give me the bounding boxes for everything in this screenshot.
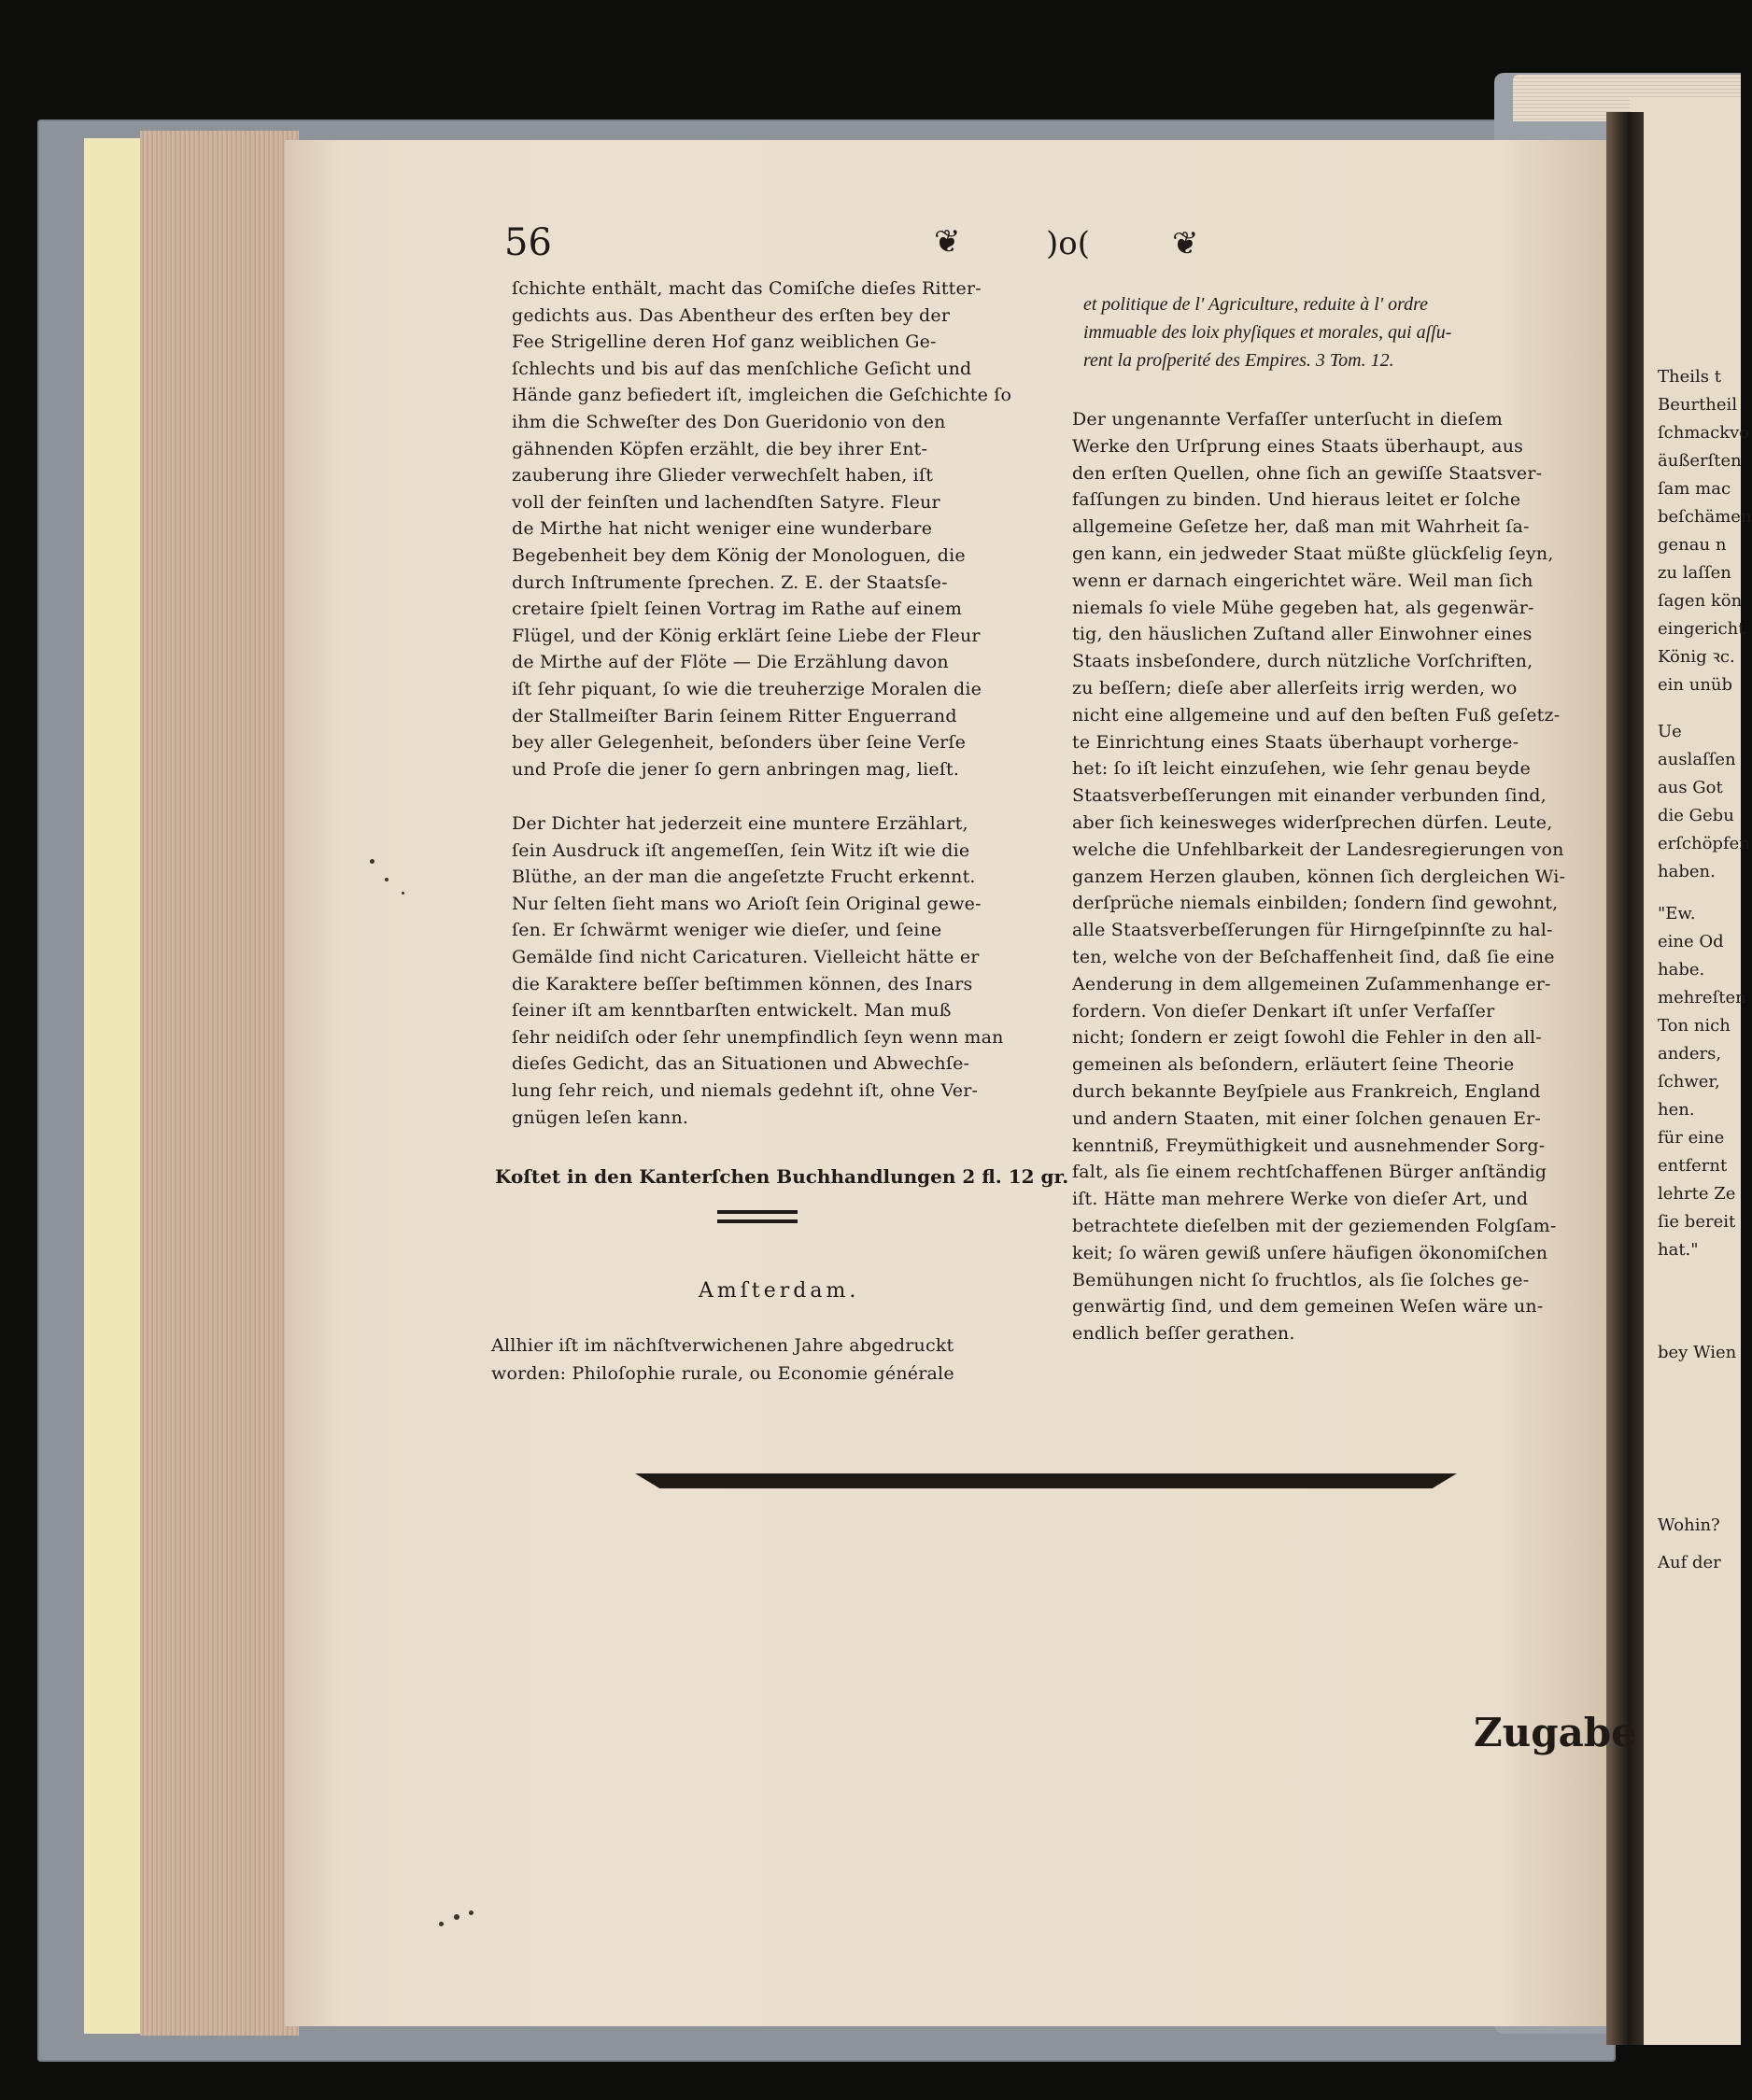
- next-page-fragment: ſchmackvo: [1658, 423, 1750, 443]
- next-page-fragment: mehreſten: [1658, 988, 1746, 1008]
- catchword: Zugabe: [1474, 1710, 1636, 1755]
- text-line: nicht eine allgemeine und auf den beſten Fuß geſetz-: [1072, 704, 1561, 726]
- text-line: kenntniß, Freymüthigkeit und ausnehmender Sorg-: [1072, 1135, 1546, 1156]
- text-line: aber ſich keinesweges widerſprechen dürfen. Leute,: [1072, 812, 1553, 833]
- text-line: gähnenden Köpfen erzählt, die bey ihrer Ent-: [512, 438, 928, 459]
- text-line: Staats insbeſondere, durch nützliche Vorſchriften,: [1072, 651, 1533, 672]
- text-line: ſeiner iſt am kenntbarſten entwickelt. Man muß: [512, 1000, 952, 1022]
- next-page-fragment: ſie bereit: [1658, 1212, 1736, 1232]
- next-page-fragment: erſchöpfen: [1658, 834, 1750, 853]
- text-line: lung ſehr reich, und niemals gedehnt iſt, ohne Ver-: [512, 1080, 979, 1101]
- ink-speck: [385, 878, 389, 881]
- text-line: ganzem Herzen glauben, können ſich dergleichen Wi-: [1072, 866, 1566, 887]
- text-line: cretaire ſpielt ſeinen Vortrag im Rathe auf einem: [512, 599, 963, 620]
- next-page-fragment: hen.: [1658, 1100, 1695, 1120]
- ink-speck: [402, 892, 404, 895]
- text-line: bey aller Gelegenheit, beſonders über ſeine Verſe: [512, 732, 967, 754]
- text-line: Nur ſelten ſieht mans wo Arioſt ſein Original gewe-: [512, 893, 982, 914]
- page-edges: [140, 131, 299, 2036]
- next-page-fragment: Ton nich: [1658, 1016, 1731, 1036]
- ink-speck: [370, 859, 374, 864]
- text-line: te Einrichtung eines Staats überhaupt vorherge-: [1072, 731, 1519, 753]
- text-line: fordern. Von dieſer Denkart iſt unſer Verfaſſer: [1072, 1000, 1495, 1022]
- text-line: nicht; ſondern er zeigt ſowohl die Fehler in den all-: [1072, 1027, 1542, 1049]
- text-line: de Mirthe hat nicht weniger eine wunderbare: [512, 518, 933, 540]
- text-line: keit; ſo wären gewiß unſere häufigen ökonomiſchen: [1072, 1242, 1548, 1263]
- next-page-fragment: genau n: [1658, 535, 1727, 555]
- text-line: derſprüche niemals einbilden; ſondern ſind gewohnt,: [1072, 893, 1559, 914]
- next-page-fragment: bey Wien: [1658, 1343, 1737, 1362]
- next-page-fragment: König ꝛc.: [1658, 647, 1735, 667]
- next-page-fragment: Auf der: [1658, 1553, 1721, 1572]
- text-line: ihm die Schweſter des Don Gueridonio von den: [512, 412, 946, 432]
- text-line: Der Dichter hat jederzeit eine muntere Erzählart,: [512, 813, 968, 834]
- section-rule-bottom: [717, 1219, 798, 1223]
- page-number: 56: [504, 221, 552, 264]
- text-line: betrachtete dieſelben mit der geziemenden Folgſam-: [1072, 1216, 1557, 1236]
- next-page-fragment: lehrte Ze: [1658, 1184, 1736, 1204]
- text-line: der Stallmeiſter Barin ſeinem Ritter Enguerrand: [512, 705, 957, 726]
- next-page-fragment: hat.": [1658, 1240, 1699, 1260]
- text-line: voll der feinſten und lachendſten Satyre. Fleur: [512, 491, 940, 513]
- text-line: zauberung ihre Glieder verwechſelt haben, iſt: [512, 465, 934, 486]
- ink-speck: [454, 1914, 459, 1920]
- text-line: Begebenheit bey dem König der Monologuen, die: [512, 545, 966, 566]
- text-line: zu beſſern; dieſe aber allerſeits irrig werden, wo: [1072, 678, 1518, 698]
- next-page-fragment: eine Od: [1658, 932, 1724, 951]
- next-page-fragment: entfernt: [1658, 1156, 1728, 1176]
- next-page-fragment: aus Got: [1658, 778, 1723, 797]
- next-page-fragment: zu laſſen: [1658, 563, 1731, 583]
- next-page-fragment: "Ew.: [1658, 904, 1696, 923]
- next-page-fragment: beſchämen: [1658, 507, 1752, 527]
- latin-line: immuable des loix phyſiques et morales, qui aſſu-: [1083, 322, 1452, 343]
- text-line: ſein Ausdruck iſt angemeſſen, ſein Witz iſt wie die: [512, 839, 970, 861]
- next-page-fragment: habe.: [1658, 960, 1705, 980]
- text-line: tig, den häuslichen Zuſtand aller Einwohner eines: [1072, 624, 1533, 645]
- ink-speck: [439, 1922, 444, 1926]
- text-line: welche die Unfehlbarkeit der Landesregierungen von: [1072, 839, 1564, 860]
- text-line: Bemühungen nicht ſo fruchtlos, als ſie ſolches ge-: [1072, 1269, 1530, 1290]
- text-line: faſſungen zu binden. Und hieraus leitet er ſolche: [1072, 489, 1521, 511]
- text-line: allgemeine Geſetze her, daß man mit Wahrheit ſa-: [1072, 516, 1530, 538]
- text-line: ten, welche von der Beſchaffenheit ſind, daß ſie eine: [1072, 947, 1555, 967]
- next-page-fragment: haben.: [1658, 862, 1716, 881]
- text-line: genwärtig ſind, und dem gemeinen Weſen wäre un-: [1072, 1296, 1544, 1318]
- text-line: durch Inſtrumente ſprechen. Z. E. der Staatsſe-: [512, 571, 948, 593]
- page-end-rule: [635, 1473, 1457, 1488]
- text-line: Hände ganz befiedert iſt, imgleichen die Geſchichte ſo: [512, 385, 1012, 406]
- text-line: iſt. Hätte man mehrere Werke von dieſer Art, und: [1072, 1189, 1529, 1210]
- next-page-fragment: ſagen kön: [1658, 591, 1743, 611]
- text-line: Gemälde ſind nicht Caricaturen. Vielleicht hätte er: [512, 947, 980, 967]
- text-line: ſchichte enthält, macht das Comiſche dieſes Ritter-: [512, 278, 982, 299]
- latin-line: et politique de l' Agriculture, reduite à l' ordre: [1083, 294, 1429, 315]
- text-line: und andern Staaten, mit einer ſolchen genauen Er-: [1072, 1107, 1542, 1129]
- fleuron-left-icon: ❦: [934, 223, 961, 261]
- next-page-fragment: anders,: [1658, 1044, 1722, 1064]
- header-ornament: )o(: [1046, 225, 1090, 262]
- text-line: Allhier iſt im nächſtverwichenen Jahre abgedruckt: [491, 1335, 954, 1356]
- text-line: Aenderung in dem allgemeinen Zuſammenhange er-: [1072, 973, 1551, 994]
- text-line: iſt ſehr piquant, ſo wie die treuherzige Moralen die: [512, 679, 982, 699]
- next-page-fragment: Theils t: [1658, 367, 1721, 387]
- ink-speck: [469, 1910, 473, 1915]
- next-page-fragment: eingericht: [1658, 619, 1745, 639]
- section-heading: Amſterdam.: [699, 1279, 860, 1303]
- next-page-fragment: Ue: [1658, 722, 1682, 741]
- text-line: Staatsverbeſſerungen mit einander verbunden ſind,: [1072, 785, 1547, 807]
- text-line: Flügel, und der König erklärt ſeine Liebe der Fleur: [512, 625, 981, 646]
- text-line: niemals ſo viele Mühe gegeben hat, als gegenwär-: [1072, 597, 1534, 618]
- text-line: Fee Strigelline deren Hof ganz weiblichen Ge-: [512, 331, 937, 353]
- next-page-fragment: auslaſſen: [1658, 750, 1736, 769]
- text-line: Werke den Urſprung eines Staats überhaupt, aus: [1072, 435, 1524, 457]
- text-line: ſehr neidiſch oder ſehr unempfindlich ſeyn wenn man: [512, 1026, 1004, 1048]
- text-line: die Karaktere beſſer beſtimmen können, des Inars: [512, 973, 973, 994]
- text-line: Der ungenannte Verfaſſer unterſucht in dieſem: [1072, 409, 1503, 430]
- next-page-fragment: für eine: [1658, 1128, 1725, 1148]
- text-line: gen kann, ein jedweder Staat müßte glückſelig ſeyn,: [1072, 543, 1554, 564]
- latin-line: rent la proſperité des Empires. 3 Tom. 12.: [1083, 350, 1394, 371]
- text-line: endlich beſſer gerathen.: [1072, 1323, 1295, 1345]
- text-line: wenn er darnach eingerichtet wäre. Weil man ſich: [1072, 570, 1533, 591]
- next-page-fragment: die Gebu: [1658, 806, 1734, 825]
- text-line: den erſten Quellen, ohne ſich an gewiſſe Staatsver-: [1072, 462, 1543, 484]
- text-line: falt, als ſie einem rechtſchaffenen Bürger anſtändig: [1072, 1162, 1547, 1183]
- next-page-fragment: Wohin?: [1658, 1515, 1720, 1535]
- next-page-fragment: ein unüb: [1658, 675, 1733, 695]
- text-line: und Proſe die jener ſo gern anbringen mag, lieſt.: [512, 758, 960, 780]
- price-note: Koſtet in den Kanterſchen Buchhandlungen 2 fl. 12 gr.: [495, 1165, 1069, 1188]
- text-line: de Mirthe auf der Flöte — Die Erzählung davon: [512, 652, 949, 673]
- next-page-fragment: ſchwer,: [1658, 1072, 1720, 1092]
- text-line: gemeinen als beſondern, erläutert ſeine Theorie: [1072, 1054, 1515, 1076]
- text-line: alle Staatsverbeſſerungen für Hirngeſpinnſte zu hal-: [1072, 920, 1553, 941]
- text-line: worden: Philoſophie rurale, ou Economie générale: [491, 1363, 954, 1384]
- text-line: het: ſo iſt leicht einzuſehen, wie ſehr genau beyde: [1072, 758, 1531, 780]
- text-line: ſen. Er ſchwärmt weniger wie dieſer, und ſeine: [512, 920, 942, 941]
- next-page-fragment: äußerſten: [1658, 451, 1742, 471]
- text-line: gedichts aus. Das Abentheur des erſten bey der: [512, 304, 951, 326]
- text-line: durch bekannte Beyſpiele aus Frankreich, England: [1072, 1081, 1541, 1102]
- text-line: Blüthe, an der man die angeſetzte Frucht erkennt.: [512, 867, 976, 888]
- text-line: dieſes Gedicht, das an Situationen und Abwechſe-: [512, 1053, 970, 1075]
- fleuron-right-icon: ❦: [1172, 225, 1199, 262]
- next-page-fragment: ſam mac: [1658, 479, 1731, 499]
- next-page-fragment: Beurtheil: [1658, 395, 1738, 415]
- text-line: ſchlechts und bis auf das menſchliche Geſicht und: [512, 358, 972, 379]
- section-rule-top: [717, 1210, 798, 1214]
- text-line: gnügen leſen kann.: [512, 1106, 689, 1128]
